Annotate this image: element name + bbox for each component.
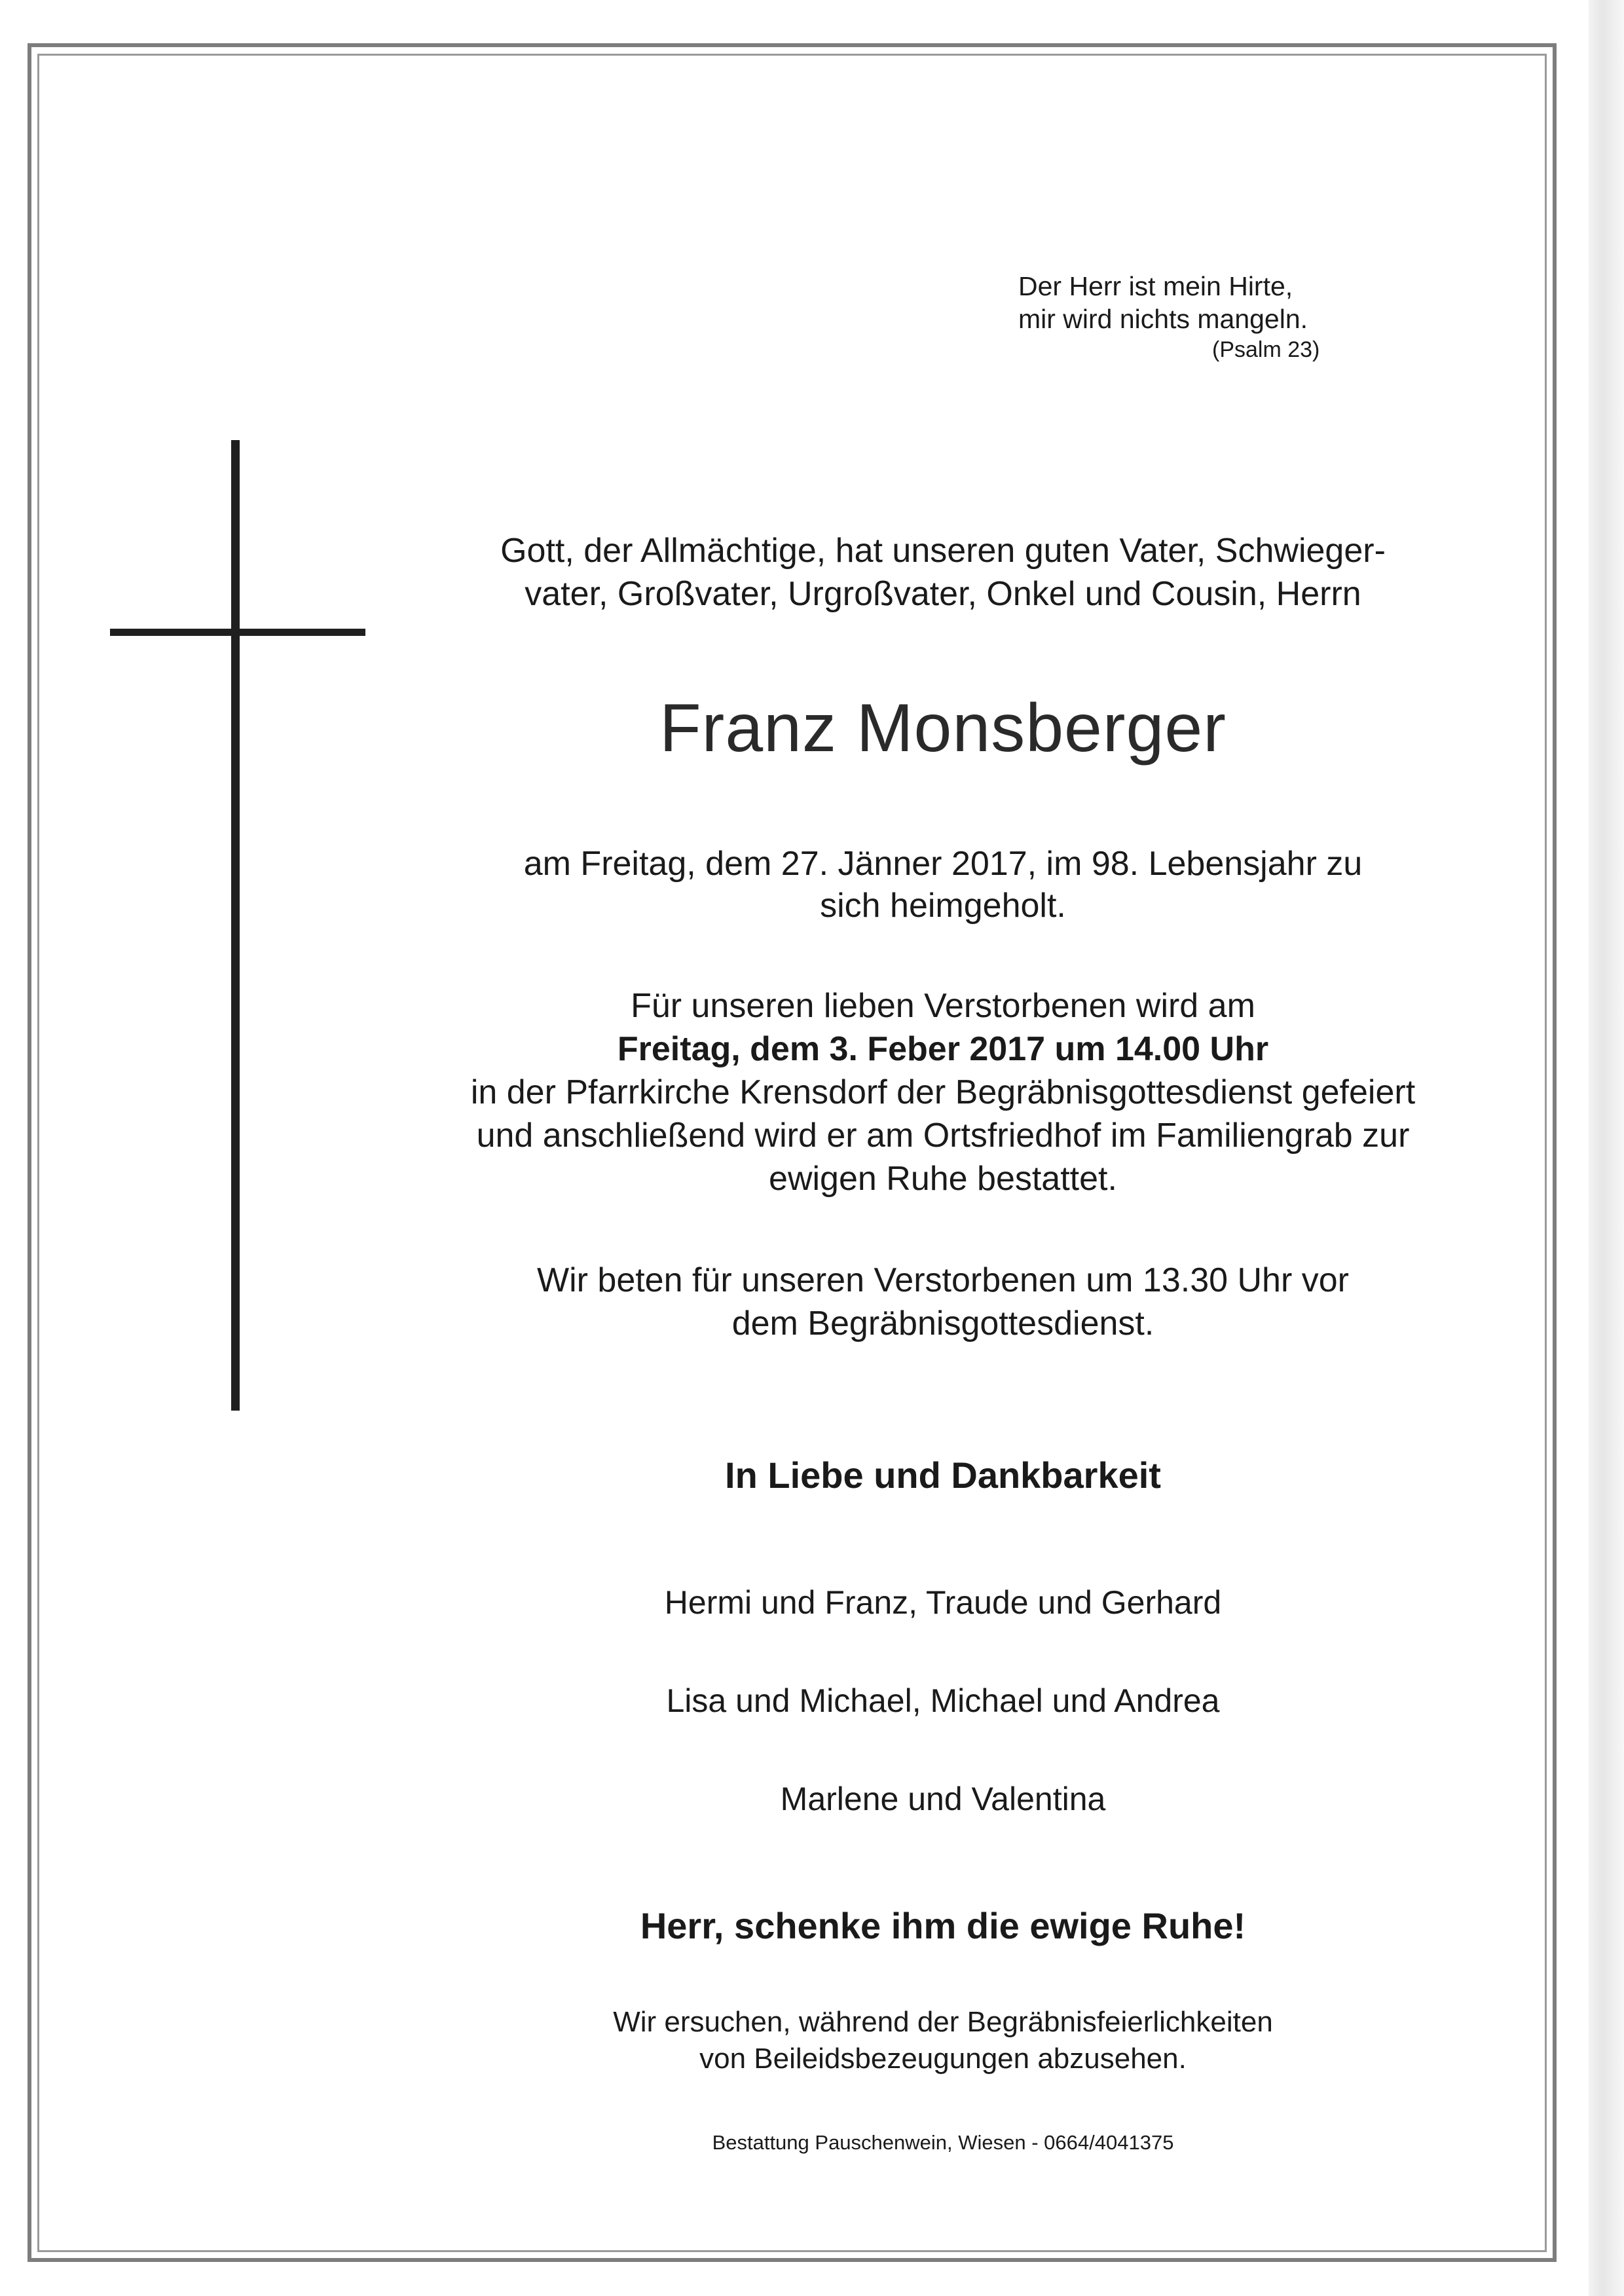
psalm-reference: (Psalm 23) <box>1212 337 1320 362</box>
funeral-line-4: und anschließend wird er am Ortsfriedhof im Familiengrab zur <box>476 1117 1410 1155</box>
prayer-line-2: dem Begräbnisgottesdienst. <box>731 1305 1154 1342</box>
death-notice <box>393 843 1493 927</box>
family-line-1: Hermi und Franz, Traude und Gerhard <box>664 1584 1222 1621</box>
prayer-line-1: Wir beten für unseren Verstorbenen um 13.30 Uhr vor <box>537 1261 1349 1299</box>
deceased-name: Franz Monsberger <box>659 690 1227 766</box>
condolence-request <box>393 2004 1493 2077</box>
announcement-intro <box>393 529 1493 616</box>
cross-horizontal-beam <box>110 629 365 636</box>
intro-line-1: Gott, der Allmächtige, hat unseren guten Vater, Schwieger- <box>500 532 1386 570</box>
prayer-notice <box>393 1259 1493 1345</box>
funeral-line-1: Für unseren lieben Verstorbenen wird am <box>631 987 1255 1025</box>
funeral-line-3: in der Pfarrkirche Krensdorf der Begräbnisgottesdienst gefeiert <box>470 1073 1416 1111</box>
page-edge-shadow <box>1589 0 1624 2296</box>
request-line-2: von Beileidsbezeugungen abzusehen. <box>699 2043 1187 2075</box>
funeral-line-5: ewigen Ruhe bestattet. <box>769 1160 1117 1198</box>
funeral-date-time: Freitag, dem 3. Feber 2017 um 14.00 Uhr <box>617 1030 1269 1068</box>
family-list <box>393 1580 1493 1874</box>
death-line-1: am Freitag, dem 27. Jänner 2017, im 98. Lebensjahr zu <box>523 845 1363 883</box>
psalm-line-2: mir wird nichts mangeln. <box>1018 304 1308 334</box>
undertaker-footer: Bestattung Pauschenwein, Wiesen - 0664/4041375 <box>712 2131 1174 2154</box>
blessing-line: Herr, schenke ihm die ewige Ruhe! <box>640 1905 1246 1946</box>
psalm-quote <box>1018 270 1359 364</box>
death-line-2: sich heimgeholt. <box>820 887 1066 925</box>
psalm-line-1: Der Herr ist mein Hirte, <box>1018 271 1293 301</box>
request-line-1: Wir ersuchen, während der Begräbnisfeierlichkeiten <box>613 2006 1273 2038</box>
intro-line-2: vater, Großvater, Urgroßvater, Onkel und Cousin, Herrn <box>525 575 1361 613</box>
cross-vertical-beam <box>231 440 240 1411</box>
closing-heading: In Liebe und Dankbarkeit <box>725 1454 1161 1496</box>
family-line-3: Marlene und Valentina <box>780 1781 1106 1817</box>
funeral-details <box>393 984 1493 1200</box>
family-line-2: Lisa und Michael, Michael und Andrea <box>666 1682 1220 1719</box>
